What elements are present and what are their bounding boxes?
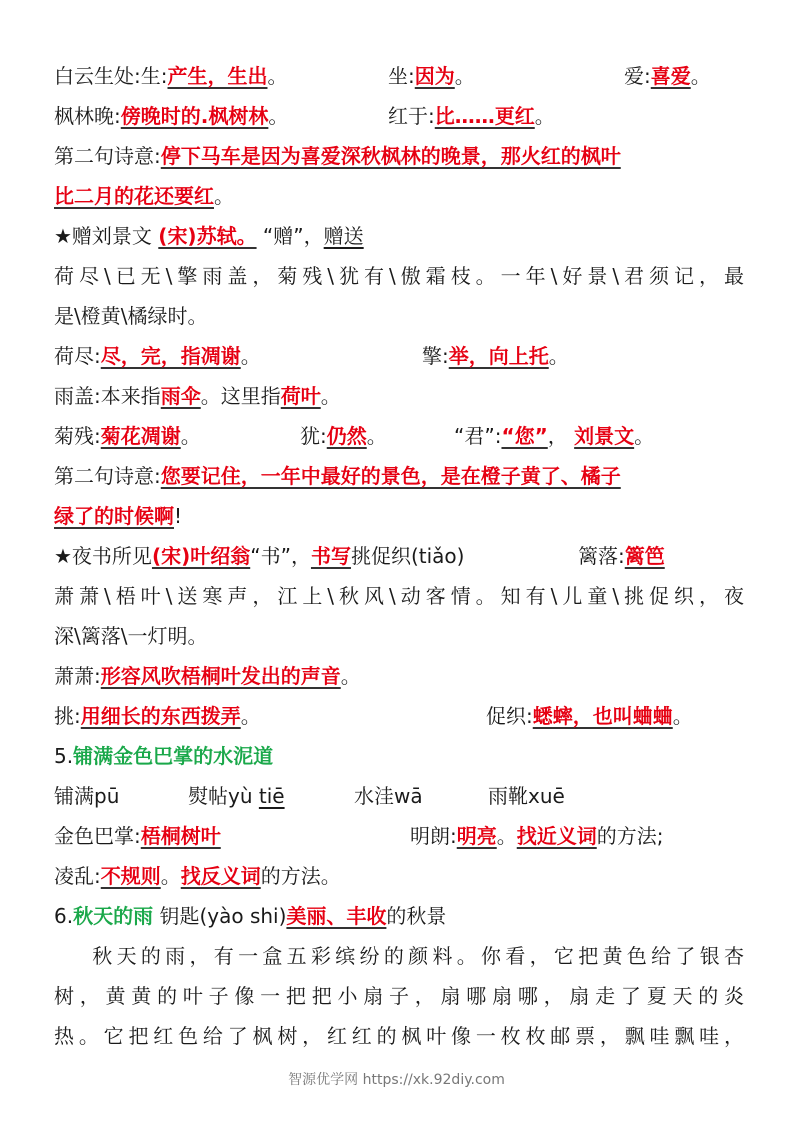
term: 挑: xyxy=(54,704,81,728)
punct: ， xyxy=(547,424,568,448)
term: 第二句诗意: xyxy=(54,464,161,488)
answer: 仍然 xyxy=(326,424,367,448)
answer: 尽，完，指凋谢 xyxy=(100,344,241,368)
answer: 您要记住，一年中最好的景色，是在橙子黄了、橘子 xyxy=(160,464,621,488)
punct: 。 xyxy=(180,424,201,448)
answer: 刘景文 xyxy=(574,424,635,448)
line-2 xyxy=(54,96,744,136)
punct: 。 xyxy=(690,64,711,88)
line-8 xyxy=(54,336,744,376)
answer: 比二月的花还要红 xyxy=(54,184,214,208)
vocab-item: 铺满pū xyxy=(54,784,120,808)
punct: 。 xyxy=(548,344,569,368)
poem2-line-1: 萧萧\梧叶\送寒声，江上\秋风\动客情。知有\儿童\挑促织，夜 xyxy=(54,584,744,608)
term: 红于: xyxy=(388,104,435,128)
answer: 用细长的东西拨弄 xyxy=(80,704,241,728)
poem-heading-zeng-liu-jingwen xyxy=(54,216,744,256)
line-12 xyxy=(54,496,744,536)
answer: 篱笆 xyxy=(624,544,665,568)
term: 菊残: xyxy=(54,424,101,448)
term: 爱: xyxy=(624,64,651,88)
answer: 书写 xyxy=(310,544,351,568)
line-21 xyxy=(54,856,744,896)
document-body xyxy=(54,56,744,1056)
answer: 蟋蟀，也叫蛐蛐 xyxy=(532,704,673,728)
punct: 。 xyxy=(534,104,555,128)
term: “君”: xyxy=(454,424,502,448)
section-5-heading xyxy=(54,736,744,776)
poem-title: ★夜书所见 xyxy=(54,544,152,568)
answer: 形容风吹梧桐叶发出的声音 xyxy=(100,664,341,688)
answer: 因为 xyxy=(414,64,455,88)
answer: 产生，生出 xyxy=(167,64,268,88)
poem-author: (宋)叶绍翁 xyxy=(151,544,251,568)
section-number: 5. xyxy=(54,744,74,768)
term: 。这里指 xyxy=(200,384,281,408)
answer: 举，向上托 xyxy=(448,344,549,368)
vocab-item: 熨帖yù xyxy=(188,784,259,808)
line-20 xyxy=(54,816,744,856)
poem-title: ★赠刘景文 xyxy=(54,224,159,248)
answer: 雨伞 xyxy=(160,384,201,408)
poem-heading-ye-shu-suo-jian xyxy=(54,536,744,576)
term: 枫林晚: xyxy=(54,104,121,128)
answer: 赠送 xyxy=(323,224,364,248)
answer: 傍晚时的.枫树林 xyxy=(120,104,269,128)
punct: 。 xyxy=(240,704,261,728)
term: “书”， xyxy=(250,544,311,568)
term: 篱落: xyxy=(578,544,625,568)
answer: 停下马车是因为喜爱深秋枫林的晚景，那火红的枫叶 xyxy=(160,144,621,168)
section-title: 铺满金色巴掌的水泥道 xyxy=(73,744,274,768)
section-title: 秋天的雨 xyxy=(73,904,154,928)
poem-author: (宋)苏轼。 xyxy=(158,224,257,248)
term: 的秋景 xyxy=(386,904,447,928)
vocab-item: 水洼wā xyxy=(354,784,423,808)
punct: 。 xyxy=(267,64,288,88)
line-10 xyxy=(54,416,744,456)
term: 坐: xyxy=(388,64,415,88)
term: 的方法。 xyxy=(260,864,341,888)
term: 萧萧: xyxy=(54,664,101,688)
punct: ! xyxy=(174,504,183,528)
punct: 。 xyxy=(214,184,234,208)
punct: 。 xyxy=(454,64,475,88)
answer: 绿了的时候啊 xyxy=(54,504,174,528)
term: 凌乱: xyxy=(54,864,101,888)
section-number: 6. xyxy=(54,904,74,928)
answer: 菊花凋谢 xyxy=(100,424,181,448)
answer: 比……更红 xyxy=(434,104,535,128)
answer: 美丽、丰收 xyxy=(286,904,387,928)
line-1 xyxy=(54,56,744,96)
answer: “您” xyxy=(501,424,548,448)
punct: 。 xyxy=(160,864,181,888)
line-3 xyxy=(54,136,744,176)
term: 的方法; xyxy=(596,824,664,848)
passage-line-3: 热。它把红色给了枫树，红红的枫叶像一枚枚邮票，飘哇飘哇， xyxy=(54,1024,744,1048)
punct: 。 xyxy=(672,704,693,728)
section-6-heading xyxy=(54,896,744,936)
term: 犹: xyxy=(300,424,327,448)
line-9 xyxy=(54,376,744,416)
punct: 。 xyxy=(320,384,341,408)
answer: 荷叶 xyxy=(280,384,321,408)
punct: 。 xyxy=(634,424,655,448)
vocab-pinyin: tiē xyxy=(258,784,285,808)
poem2-line-2: 深\篱落\一灯明。 xyxy=(54,624,208,648)
punct: 。 xyxy=(268,104,289,128)
term: “赠”， xyxy=(256,224,324,248)
vocab-item: 雨靴xuē xyxy=(488,784,565,808)
punct: 。 xyxy=(340,664,361,688)
term: 促织: xyxy=(486,704,533,728)
term: 明朗: xyxy=(410,824,457,848)
line-11 xyxy=(54,456,744,496)
poem-line-1: 荷尽\已无\擎雨盖，菊残\犹有\傲霜枝。一年\好景\君须记，最 xyxy=(54,264,744,288)
answer: 不规则 xyxy=(100,864,161,888)
passage-text: 秋天的雨，有一盒五彩缤纷的颜料。你看，它把黄色给了银杏 xyxy=(88,944,744,968)
punct: 。 xyxy=(496,824,517,848)
answer: 喜爱 xyxy=(650,64,691,88)
line-17 xyxy=(54,696,744,736)
punct: 。 xyxy=(240,344,261,368)
footer-watermark: 智源优学网 https://xk.92diy.com xyxy=(288,1072,505,1088)
term: 雨盖:本来指 xyxy=(54,384,161,408)
answer: 找近义词 xyxy=(516,824,597,848)
answer: 找反义词 xyxy=(180,864,261,888)
pinyin-note: 挑促织(tiǎo) xyxy=(350,544,465,568)
term: 白云生处:生: xyxy=(54,64,168,88)
term: 荷尽: xyxy=(54,344,101,368)
answer: 梧桐树叶 xyxy=(140,824,221,848)
answer: 明亮 xyxy=(456,824,497,848)
term: 金色巴掌: xyxy=(54,824,141,848)
poem-line-2: 是\橙黄\橘绿时。 xyxy=(54,304,208,328)
vocab-item: 钥匙(yào shi) xyxy=(153,904,287,928)
passage-line-2: 树，黄黄的叶子像一把把小扇子，扇哪扇哪，扇走了夏天的炎 xyxy=(54,984,744,1008)
punct: 。 xyxy=(366,424,387,448)
line-16 xyxy=(54,656,744,696)
passage-line-1 xyxy=(54,936,744,976)
term: 擎: xyxy=(422,344,449,368)
line-4 xyxy=(54,176,744,216)
vocab-pinyin-line xyxy=(54,776,744,816)
term: 第二句诗意: xyxy=(54,144,161,168)
